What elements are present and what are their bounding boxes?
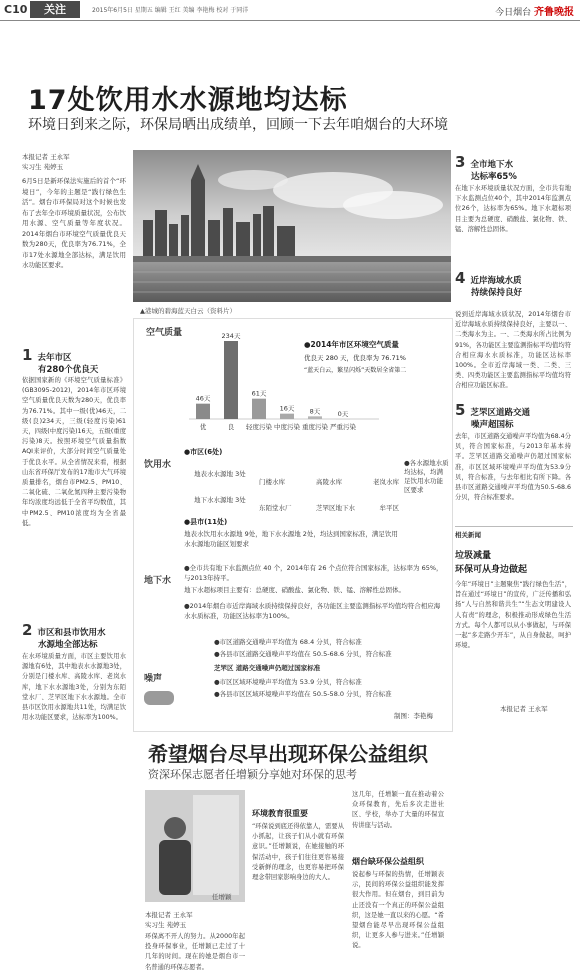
- section-3-text: 在地下水环境质量状况方面，全市共有地下水监测点位40个，其中2014年监测点位26个，达标率为65%。地下水超标项目主要为总硬度、硝酸盐、氯化物、铁、锰、溶解性总固体。: [455, 185, 571, 233]
- article2-byline-reporter: 本报记者 王永军: [145, 911, 193, 919]
- photo-caption: ▲港城的碧海蓝天白云（资料片）: [140, 307, 236, 315]
- infographic: [133, 318, 453, 732]
- bar-中度污染: [280, 414, 294, 419]
- section-3-title-a: 全市地下水: [470, 160, 514, 170]
- bar-value-label: 8天: [309, 407, 321, 416]
- all-pass-note: ●各水源地水质均达标，均满足饮用水功能区要求: [404, 459, 449, 494]
- article2-byline: [145, 910, 193, 930]
- section-5-title-a: 芝罘区道路交通: [470, 408, 531, 418]
- page-header: [0, 0, 580, 21]
- brand-prefix: 今日烟台: [495, 8, 532, 18]
- related-divider: [455, 526, 573, 527]
- section-2-number: 2: [22, 621, 33, 639]
- portrait-photo: [145, 790, 245, 902]
- section-1-title-b: 有280个优良天: [38, 365, 99, 375]
- byline-intern: 实习生 苑婷玉: [22, 163, 64, 171]
- surface-source-label: 地表水水源地: [194, 470, 233, 478]
- brand-name: 齐鲁晚报: [534, 7, 574, 18]
- surface-source: [194, 469, 246, 478]
- city-sources-label: ●市区(6处): [184, 448, 223, 456]
- category-label: 重度污染: [302, 423, 328, 431]
- article-subtitle: 环境日到来之际，环保局晒出成绩单，回顾一下去年咱烟台的大环境: [28, 117, 448, 133]
- harbor-photo: [133, 150, 451, 302]
- ground-source: [194, 495, 246, 504]
- chart-note-2: “蓝天白云，繁星闪烁”天数居全省第二: [304, 367, 407, 374]
- article2-head2: 烟台缺环保公益组织: [352, 857, 424, 866]
- bar-value-label: 61天: [251, 389, 267, 398]
- air-quality-chart: [184, 327, 384, 437]
- section-2-title-a: 市区和县市饮用水: [37, 628, 106, 638]
- surface-source-count: 3处: [235, 470, 246, 478]
- section-1-number: 1: [22, 346, 33, 364]
- infographic-credit: 制图：李艳梅: [394, 712, 433, 720]
- article2-head1: 环境教育很重要: [252, 809, 308, 818]
- section-2-title-b: 水源地全部达标: [38, 640, 98, 650]
- section-3-title-b: 达标率65%: [471, 172, 517, 182]
- section-5-number: 5: [455, 401, 466, 419]
- noise-text-3: 芝罘区 道路交通噪声仍超过国家标准: [214, 664, 321, 672]
- bar-轻度污染: [252, 399, 266, 419]
- section-1-heading: [22, 345, 132, 376]
- article2-col4: 说起参与环保的热情，任增颖表示，民间的环保公益组织能发挥很大作用。但在烟台，到目前为止还没有一个真正的环保公益组织，这是她一直以来的心愿。“希望烟台能尽早出现环保公益组织，让更多人参与进来。”任增颖说。: [352, 871, 444, 950]
- groundwater-label: 地下水: [144, 576, 172, 586]
- county-sources-label: ●县市(11处): [184, 518, 228, 526]
- related-text: 今年“环境日”主题聚焦“践行绿色生活”，旨在通过“环境日”的宣传，广泛传播和弘扬“人与自然和谐共生”“生态文明建设人人有责”的理念，积极推动形成绿色生活方式。每个人都可以从小事做起，与环保一起“多走路少开车”，从自身做起，呵护环境。: [455, 581, 571, 650]
- section-4-title-b: 持续保持良好: [471, 288, 523, 298]
- related-byline: 本报记者 王永军: [500, 705, 548, 713]
- bar-优: [196, 404, 210, 419]
- car-icon: [144, 691, 174, 705]
- noise-text-1: ●市区道路交通噪声平均值为 68.4 分贝，符合标准: [214, 638, 362, 646]
- byline: [22, 152, 122, 172]
- groundwater-text-2: 地下水超标项目主要有：总硬度、硝酸盐、氯化物、铁、锰、溶解性总固体。: [184, 586, 405, 594]
- section-5-title-b: 噪声超国标: [471, 420, 514, 430]
- ground-name-3: 牟平区: [379, 504, 399, 512]
- drinking-water-label: 饮用水: [144, 460, 172, 470]
- surface-names: [259, 477, 399, 486]
- bar-严重污染: [336, 419, 350, 420]
- article2-col2: “环保说到底还得依靠人，需要从小抓起，让孩子们从小就有环保意识。”任增颖说，在她接触的环保活动中，孩子们往往更容易接受新鲜的理念，也更容易把环保理念带回家影响身边的大人。: [252, 823, 344, 882]
- lead-paragraph: 6月5日是新环保法实施后的首个“环境日”，今年的主题是“践行绿色生活”。烟台市环保局对这个时候也发布了去年全市环境质量状况，公布饮用水源、空气质量等年度状况。2014年烟台市环境空气质量优良天数为280天，优良率为76.71%，全市17处水源地全部达标，满足饮用水功能区要求。: [22, 177, 126, 269]
- ground-source-label: 地下水水源地: [194, 496, 233, 504]
- bar-良: [224, 341, 238, 419]
- county-sources-text: 地表水饮用水水源地 9处，地下水水源地 2处，均达到国家标准，满足饮用水水源地功能区划要求: [184, 530, 398, 548]
- portrait-caption: 任增颖: [212, 893, 232, 901]
- ground-name-1: 东陌堂水厂: [259, 504, 292, 512]
- surface-name-3: 老岚水库: [373, 478, 399, 486]
- article2-byline-intern: 实习生 苑婷玉: [145, 921, 187, 929]
- section-1-text: 依据国家新的《环境空气质量标准》(GB3095-2012)，2014年市区环境空气质量优良天数为280天，优良率为76.71%。其中一级(优)46天，二级(良)234天，三级(轻度污染)61天，四级(中度污染)16天，五级(重度污染)8天。按照环境空气质量指数AQI来评价，大部分时间空气质量处于优良水平。从全省情况来看，根据山东省环保厅发布的17地市大气环境质量排名，烟台市PM2.5、PM10、二氧化硫、二氧化氮四种主要污染物年均浓度均远低于全省平均数值，其中PM2.5、PM10浓度均为全省最低。: [22, 377, 126, 527]
- ground-name-2: 芝罘区地下水: [316, 504, 355, 512]
- section-5-heading: [455, 400, 573, 431]
- article-title: 17处饮用水水源地均达标: [28, 85, 348, 116]
- page-number: C10: [4, 3, 28, 16]
- bar-value-label: 234天: [221, 332, 241, 340]
- chart-note-1: 优良天 280 天，优良率为 76.71%: [304, 354, 406, 362]
- bar-value-label: 46天: [195, 394, 211, 403]
- bar-value-label: 16天: [279, 404, 295, 413]
- article2-col3: 这几年，任增颖一直在推动着公众环保教育，先后多次走进社区、学校，举办了大量的环保宣传讲座与活动。: [352, 791, 444, 829]
- byline-reporter: 本报记者 王永军: [22, 153, 70, 161]
- related-title-b: 环保可从身边做起: [455, 565, 528, 575]
- section-4-text: 说到近岸海域水质状况，2014年烟台市近岸海域水质持续保持良好，主要以一、二类海水为主。一、二类海水所占比例为91%，各功能区主要监测指标平均值均符合相应海水水质标准，功能区达标率100%。全市近岸海域一类、二类、三类、四类功能区主要监测指标平均值均符合相应功能区标准。: [455, 311, 571, 390]
- category-label: 轻度污染: [246, 423, 272, 431]
- section-4-heading: [455, 268, 573, 299]
- noise-label: 噪声: [144, 674, 163, 684]
- ground-names: [259, 503, 399, 512]
- ground-source-count: 3处: [235, 496, 246, 504]
- category-label: 优: [199, 423, 207, 431]
- section-4-number: 4: [455, 269, 466, 287]
- section-5-text: 去年，市区道路交通噪声平均值为68.4分贝，符合国家标准，与2013年基本持平。芝罘区道路交通噪声仍超过国家标准，市区区域环境噪声平均值为53.9分贝，符合标准，与去年相比有所下降。各县市区道路交通噪声平均值为50.5-68.6分贝，符合标准要求。: [455, 433, 571, 502]
- related-label: 相关新闻: [455, 531, 481, 539]
- article2-title: 希望烟台尽早出现环保公益组织: [148, 742, 428, 766]
- surface-name-2: 高陵水库: [316, 478, 342, 486]
- category-label: 中度污染: [274, 423, 300, 431]
- surface-name-1: 门楼水库: [259, 478, 285, 486]
- related-title-a: 垃圾减量: [455, 551, 492, 561]
- article2-subtitle: 资深环保志愿者任增颖分享她对环保的思考: [148, 768, 357, 781]
- article2-col1: 环保离不开人的努力。从2000年起投身环保事业，任增颖已走过了十几年的时间。现在的她是烟台市一名普通的环保志愿者。: [145, 933, 245, 971]
- section-label: 关注: [30, 1, 80, 18]
- chart-title: ●2014年市区环境空气质量: [304, 340, 399, 349]
- section-1-title-a: 去年市区: [37, 353, 72, 363]
- category-label: 良: [227, 423, 235, 431]
- groundwater-text-3: ●2014年烟台市近岸海域水质持续保持良好，各功能区主要监测指标平均值均符合相应海水水质标准，功能区达标率为100%。: [184, 602, 441, 620]
- bar-重度污染: [308, 416, 322, 419]
- issue-meta: 2015年6月5日 星期五 编辑 王红 美编 李艳梅 校对 于同洋: [92, 7, 249, 14]
- brand: [495, 3, 574, 18]
- bar-value-label: 0天: [337, 410, 349, 418]
- noise-text-2: ●各县市区道路交通噪声平均值在 50.5-68.6 分贝，符合标准: [214, 650, 392, 658]
- section-4-title-a: 近岸海域水质: [470, 276, 522, 286]
- section-3-number: 3: [455, 153, 466, 171]
- section-3-heading: [455, 152, 573, 183]
- groundwater-text-1: ●全市共有地下水监测点位 40 个，2014年有 26 个点位符合国家标准，达标率为 65%，与2013年持平。: [184, 564, 443, 582]
- noise-text-4: ●市区区域环境噪声平均值为 53.9 分贝，符合标准: [214, 678, 362, 686]
- section-2-heading: [22, 620, 132, 651]
- category-label: 严重污染: [330, 423, 356, 431]
- air-quality-label: 空气质量: [146, 328, 183, 338]
- noise-text-5: ●各县市区区域环境噪声平均值在 50.5-58.0 分贝，符合标准: [214, 690, 392, 698]
- section-2-text: 在水环境质量方面，市区主要饮用水源地有6处，其中地表水水源地3处，分别是门楼水库、高陵水库、老岚水库，地下水水源地3处，分别为东陌堂水厂、芝罘区地下水水源地。全市县市区饮用水源地共11处，均满足饮用水功能区要求，达标率为100%。: [22, 653, 126, 722]
